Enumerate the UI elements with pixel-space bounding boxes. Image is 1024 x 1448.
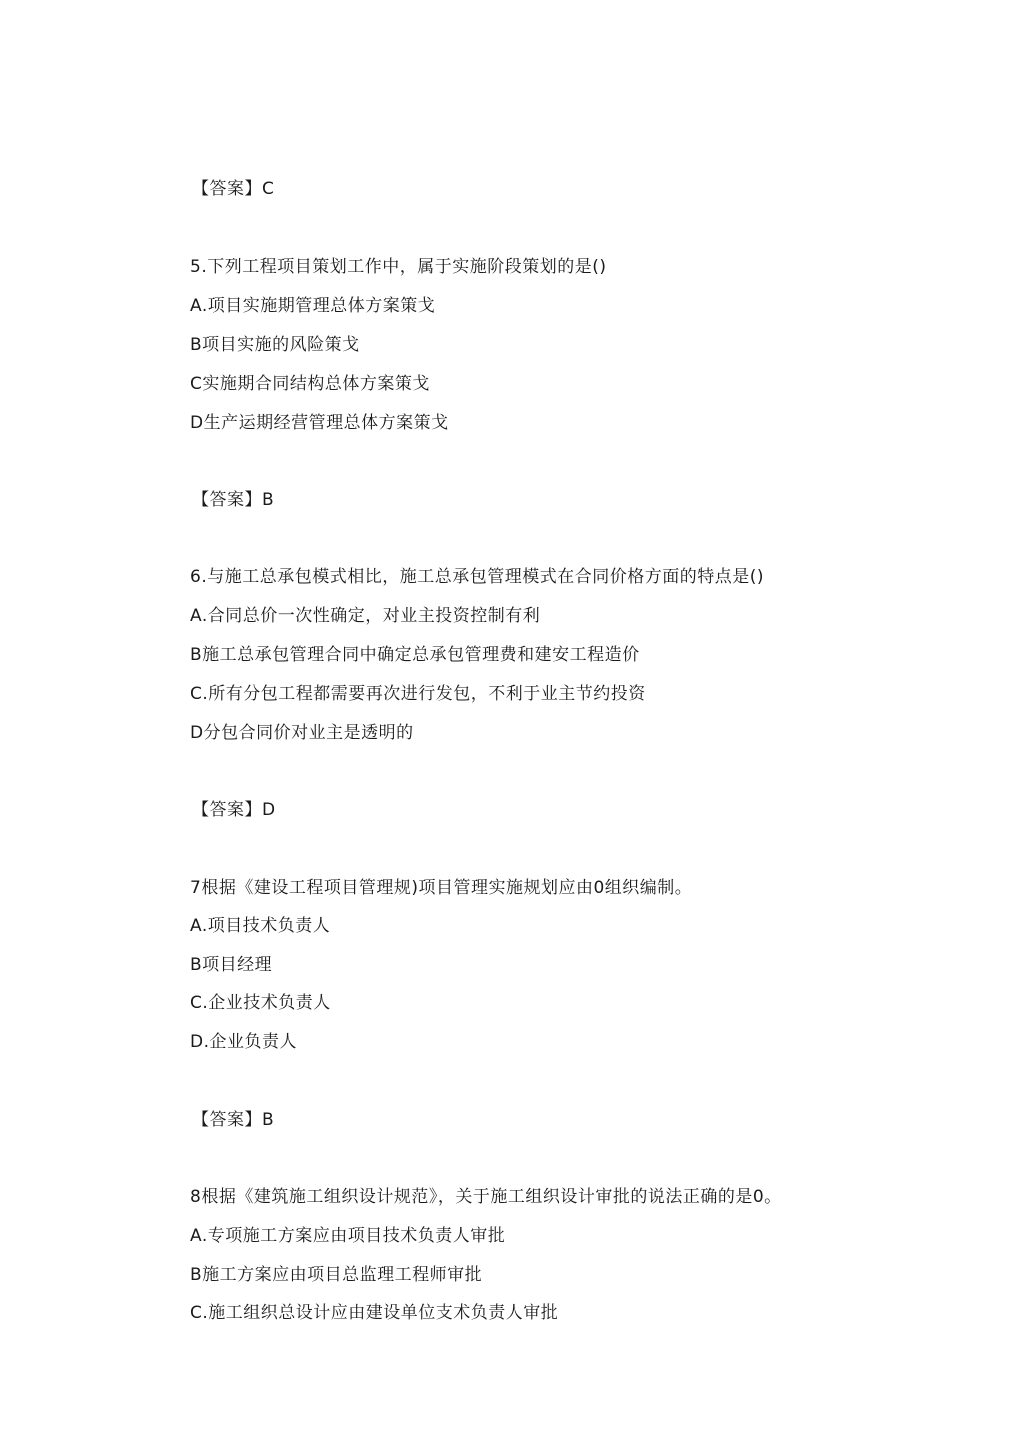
question-7-stem: 7根据《建设工程项目管理规)项目管理实施规划应由0组织编制。 xyxy=(190,878,693,898)
question-5-stem: 5.下列工程项目策划工作中，属于实施阶段策划的是() xyxy=(190,257,607,277)
question-5-option-c: C实施期合同结构总体方案策戈 xyxy=(190,374,430,394)
answer-q4: 【答案】C xyxy=(192,179,275,199)
question-6-option-a: A.合同总价一次性确定，对业主投资控制有利 xyxy=(190,606,541,626)
question-8-stem: 8根据《建筑施工组织设计规范》，关于施工组织设计审批的说法正确的是0。 xyxy=(190,1187,782,1207)
question-6-option-d: D分包合同价对业主是透明的 xyxy=(190,723,414,743)
question-6-option-c: C.所有分包工程都需要再次进行发包，不利于业主节约投资 xyxy=(190,684,646,704)
question-8-option-c: C.施工组织总设计应由建设单位支术负责人审批 xyxy=(190,1303,559,1323)
question-5-option-b: B项目实施的风险策戈 xyxy=(190,335,360,355)
question-8-option-b: B施工方案应由项目总监理工程师审批 xyxy=(190,1265,483,1285)
question-6-stem: 6.与施工总承包模式相比，施工总承包管理模式在合同价格方面的特点是() xyxy=(190,567,764,587)
question-5-option-d: D生产运期经营管理总体方案策戈 xyxy=(190,413,449,433)
question-5-option-a: A.项目实施期管理总体方案策戈 xyxy=(190,296,436,316)
question-8-option-a: A.专项施工方案应由项目技术负责人审批 xyxy=(190,1226,506,1246)
question-7-option-c: C.企业技术负责人 xyxy=(190,993,331,1013)
question-6-option-b: B施工总承包管理合同中确定总承包管理费和建安工程造价 xyxy=(190,645,640,665)
answer-q7: 【答案】B xyxy=(192,1110,275,1130)
question-7-option-d: D.企业负责人 xyxy=(190,1032,297,1052)
answer-q6: 【答案】D xyxy=(192,800,276,820)
answer-q5: 【答案】B xyxy=(192,490,275,510)
question-7-option-b: B项目经理 xyxy=(190,955,273,975)
question-7-option-a: A.项目技术负责人 xyxy=(190,916,331,936)
